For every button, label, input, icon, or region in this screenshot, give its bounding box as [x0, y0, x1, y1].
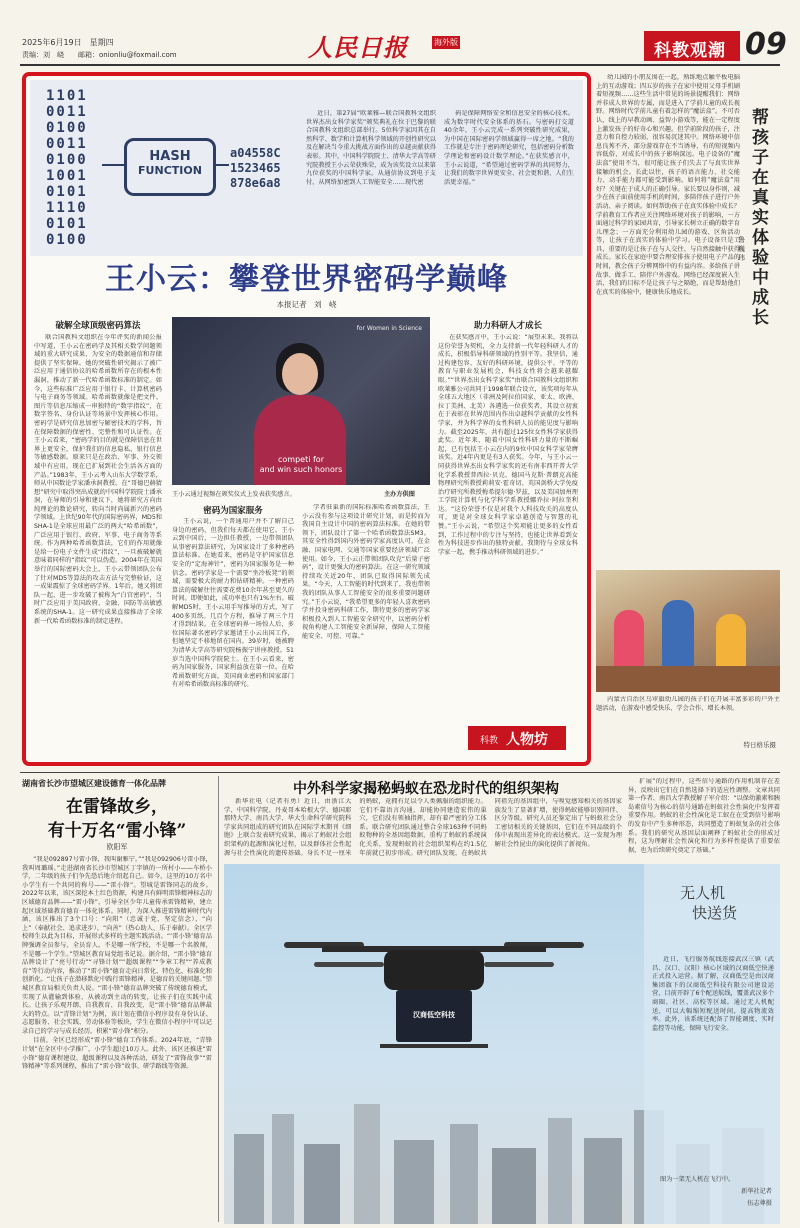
section3-heading: 密码为国家服务: [203, 506, 263, 516]
building: [584, 1138, 622, 1224]
building: [272, 1114, 294, 1224]
byline: 本报记者 刘 峣: [276, 300, 337, 309]
drone-caption: 图为一架无人机在飞行中。: [660, 1176, 735, 1183]
hash-function-box: [124, 138, 216, 196]
drone-credit-2: 伍志尊摄: [747, 1200, 772, 1207]
arrow-in-icon: [102, 164, 124, 166]
binary-line: 0100: [46, 232, 88, 248]
binary-line: 0100: [46, 120, 88, 136]
binary-line: 1101: [46, 88, 88, 104]
side-story: [596, 72, 780, 766]
photo-credit: 主办方供图: [384, 491, 415, 498]
binary-line: 0011: [46, 136, 88, 152]
leifeng-title-1: 在雷锋故乡，: [66, 797, 168, 817]
page-header: [0, 0, 800, 66]
drone-icon: [284, 934, 584, 1084]
issue-date: 2025年6月19日 星期四: [22, 38, 114, 47]
building: [304, 1144, 340, 1224]
header-rule: [20, 64, 780, 66]
drone-body: [384, 950, 484, 990]
side-photo-credit: 特日格乐摄: [743, 741, 776, 749]
side-story-author: 鲁巍玮: [738, 236, 745, 262]
binary-column: [46, 88, 88, 248]
leifeng-author: 欧阳军: [106, 843, 128, 851]
ant-body: 新华社电（记者有勇）近日，由浙江大学、中国科学院、丹麦哥本哈根大学、德国耶那特大学、南昌大学、华大生命科学研究院科学家共同组成的研究团队在国际学术期刊《细胞》上联合发表研究成果，揭示了蚂蚁社会组织架构的起源和演化过程，以及群体社会性起源与社会性演化的遗传基础。身长不足一厘米的蚂蚁，竟拥有足以令人类佩服的组织能力。它们不靠语言沟通，却能协同建造宏伟的巢穴，它们没有领袖指挥，却有着严密的分工体系。联合研究团队通过整合全球163种不同蚂蚁物种的全基因组数据，重构了蚂蚁的系统演化关系，发现蚂蚁的社会组织架构在约1.5亿年前就已初步形成。研究团队发现，在蚂蚁共同祖先的基因组中，与嗅觉感知相关的基因家族发生了显著扩增，使得蚂蚁能够识别同伴、区分等级。研究人员还鉴定出了与蚂蚁社会分工密切相关的关键基因，它们在不同品级的个体中表现出差异化的表达模式。这一发现为理解社会性昆虫的演化提供了新视角。: [224, 798, 622, 857]
divider-rule: [20, 772, 780, 773]
drone-brand: 汉商低空科技: [413, 1011, 455, 1019]
column-tag-prefix: 科教: [480, 736, 499, 746]
leifeng-kicker: 湖南省长沙市望城区建设德育一体化品牌: [22, 779, 166, 788]
section2-body: 在获奖感言中，王小云说：“展望未来，我将以这份荣誉为契机，全力支持新一代年轻科研人才的成长，积极倡导科研领域的性别平等。我坚信，通过构建包容、友好的科研环境，提供公平、平等的教育与职业发展机会，科技女性将会越来越耀眼。”“世界杰出女科学家奖”由联合国教科文组织和欧莱雅公司共同于1998年联合设立，该奖项每年从全球五大地区（非洲及阿拉伯国家、亚太、欧洲、拉丁美洲、北美）各遴选一位获奖者，其设立初衷在于表彰在世界范围内作出卓越科学贡献的女性科学家，并为科学界的女性科研人员的能见度与影响力。截至2025年，共有超过125位女性科学家获得此奖。近年来，随着中国女性科研力量的不断崛起，已有包括王小云在内的9位中国女科学家荣膺该奖。近4年内更是有3人获奖。今年，与王小云一同获得世界杰出女科学家奖的还有南非西开普大学化学系教授普西拉·贝克、德国马克斯·普朗克高能物理研究所教授莉莉安·霍奇切、英国剑桥大学免疫治疗研究所教授梅希提尔德·罗兹，以及美国加州理工学院计算机与化学科学系教授娜乔拉·阿拉奎利达。“这份荣誉不仅是对我个人科技攻关的高度认可，更是对全球女科学家卓越创造与智慧的礼赞。”王小云说，“希望这个奖项能让更多的女性看到，工作过程中的专注与坚持，也能让世界看到女性为科技进步作出的独特贡献。我期待与全球女科学家一起，携手推动科研领域的进步。”: [438, 334, 578, 556]
binary-line: 1001: [46, 168, 88, 184]
section-name: 科教观潮: [654, 41, 726, 61]
drone-label-2: 快送货: [692, 904, 738, 922]
section-banner: [644, 31, 740, 61]
hero-graphic: [30, 80, 583, 256]
drone-label-panel: [644, 864, 780, 1224]
ant-body-end: 扩展”的过程中，这些信号通路的作用机制存在差异，反映出它们在自然选择下的适应性调整。文章共同第一作者、南昌大学教授解子军介绍：“以保幼激素和胰岛素信号为核心的信号通路在蚂蚁社会性演化中发挥着重要作用。蚂蚁的社会性演化是工蚁在在受到信号影响的发育中产生多种形态，共同塑造了蚂蚁复杂的社会体系。我们的研究从基因层面阐释了蚂蚁社会的形成过程，这为理解社会性演化和行为多样性提供了重要依据，也为后续研究奠定了基础。”: [628, 778, 780, 854]
arrow-out-icon: [213, 164, 229, 166]
photo-subtitle-line: and win such honors: [259, 465, 343, 474]
kindergarten-photo: [596, 570, 780, 692]
photo-table: [596, 666, 780, 692]
side-story-title: 帮孩子在真实体验中成长: [752, 108, 769, 328]
rotor: [484, 962, 554, 967]
editor-line: 责编：刘 峣 邮箱：onionliu@foxmail.com: [22, 51, 177, 59]
column-tag-main: 人物坊: [506, 732, 548, 748]
ant-story: [224, 776, 780, 860]
drone-body-text: 近日，飞行服务航线连接武汉三镇（武昌、汉口、汉阳）核心区域的汉商低空快递正式投入运营。据了解，汉商低空是由汉商集团旗下的汉商低空科技有限公司建设运营，目前开辟了6个配送航线，覆盖武汉多个商圈、社区、高校等区域。通过无人机配送，可以大幅缩短配送时间，提高物流效率。此外，该系统还配备了智能调度、实时监控等功能，保障飞行安全。: [652, 956, 774, 1032]
photo-banner: for Women in Science: [356, 325, 422, 332]
hash-label: HASH: [149, 149, 191, 164]
drone-feature: [224, 864, 780, 1224]
side-photo-caption: 内蒙古自治区乌审旗幼儿园的孩子们在开展丰富多彩的户外主题活动，在游戏中感受快乐、学会合作、增长本领。: [596, 696, 780, 712]
photo-subtitle: [172, 455, 430, 475]
landing-gear: [380, 1044, 488, 1048]
intro-column-2: 码是保障网络安全和信息安全的核心技术。成为数字时代安全体系的基石。与密码打交道40余年，王小云完成一系列突破性研究成果，为中国在国际密码学领域赢得一席之地。“我的工作就是专注于密码理论研究，包括密码分析数学理论和密码设计数学理论。”在获奖感言中，王小云说道，“希望通过密码学界的共同努力，让我们的数字世界更安全、社会更和谐、人们生活更幸福。”: [444, 110, 574, 186]
hash-output-line: 878e6a8: [230, 176, 281, 190]
newspaper-logo: 人民日报: [308, 33, 408, 62]
page-number: 09: [745, 27, 787, 62]
ant-headline: 中外科学家揭秘蚂蚁在恐龙时代的组织架构: [293, 781, 559, 797]
main-headline: 王小云：攀登世界密码学巅峰: [105, 262, 508, 297]
hash-output: [230, 146, 281, 191]
main-story-frame: [22, 72, 591, 766]
drone-label-1: 无人机: [680, 884, 726, 902]
cargo-box: [396, 990, 472, 1042]
binary-line: 0100: [46, 152, 88, 168]
section1-heading: 破解全球顶级密码算法: [55, 321, 141, 331]
leifeng-story: [22, 776, 212, 1224]
column-tag: [468, 726, 566, 750]
rotor: [314, 962, 384, 967]
hash-output-line: a04558C: [230, 146, 281, 160]
binary-line: 0101: [46, 184, 88, 200]
edition-tag: 海外版: [434, 38, 458, 47]
building: [394, 1140, 434, 1224]
function-label: FUNCTION: [138, 164, 202, 177]
binary-line: 1110: [46, 200, 88, 216]
section3-body-a: 王小云说，一个普通用户并不了解自己身边的密码，但我们每天都在使用它。王小云到中国后，一边担任教授，一边带领团队从事密码算法研究，为国家设计了多种密码算法标准。在她看来，密码是守护国家信息安全的“定海神针”，密码为国家服务是一种信念。密码学家是一个需要“坐冷板凳”的领域，需要极大的耐力和钻研精神。一种密码算法的破解往往需要花费10余年甚至更久的时间。即便如此，成功率也只有1%左右。破解MD5时，王小云用手写推导的方式，写了400多页纸。几百个方程，推导了两三个月才得到结果。在全球密码界一场惊人后，多位国际著名密码学家邀请王小云出国工作，但她坚定不移地留在国内。39岁时，她被聘为清华大学高等研究院杨振宁讲座教授。51岁当选中国科学院院士。在王小云看来，密码为国家服务，国家利益放在第一位。在哈希函数研究方面，美国商业密码和国家部门有对哈希函数高标准的研究。: [172, 518, 294, 689]
building: [234, 1134, 264, 1224]
section3-body-b: 学者驻巢新的国际标准哈希函数算法，王小云没有参与这项设计研究计划，而是转而为我国自主设计中国的密码算法标准。在她的带领下，团队设计了第一个哈希函数算法SM3。其安全性得到国内外密码学家高度认可，在金融、国家电网、交通等国家重要经济领域广泛使用。如今，王小云正带领团队攻克“后量子密码”，设计更强大的密码算法。在这一研究领域持续攻关近20年，团队已取得国际领先成果。“今天，人工智能的时代到来了，我也带领我的团队从事人工智能安全的很多重要问题研究。”王小云说，“我希望更多的年轻人喜欢密码学并投身密码科研工作，期待更多的密码学家积极投入到人工智能安全研究中，以密码分析视角构建人工智能安全新屏障，保障人工智能能安全、可控、可靠。”: [302, 504, 430, 640]
portrait-photo: [172, 317, 430, 485]
building: [354, 1104, 380, 1224]
building: [450, 1124, 478, 1224]
intro-column-1: 近日，第27届“欧莱雅—联合国教科文组织世界杰出女科学家奖”颁奖典礼在位于巴黎的联合国教科文组织总部举行。5位科学家因其在自然科学、数学和计算机科学领域的开创性研究以及在解决当今重大挑战方面作出的卓越贡献获得表彰。其中，中国科学院院士、清华大学高等研究院教授王小云荣获殊荣，成为该奖设立以来第九位获奖的中国科学家。从通信协议到电子支付，从网络加密到人工智能安全……现代密: [306, 110, 436, 186]
hash-output-line: 1523465: [230, 161, 281, 175]
person-face: [282, 353, 318, 395]
column-divider: [218, 776, 219, 1222]
drone-credit-1: 新华社记者: [741, 1188, 772, 1195]
photo-subtitle-line: competi for: [278, 455, 324, 464]
photo-caption: 王小云通过视频在颁奖仪式上发表获奖感言。: [172, 491, 296, 498]
binary-line: 0011: [46, 104, 88, 120]
section1-body: 联合国教科文组织在今年评奖的新闻公报中写道，王小云在密码学及其相关数学问题领域的重大研究成果，为安全的数据通信和存储提供了坚实保障。她的突破性研究揭示了被广泛应用于通信协议的哈希函数所存在的根本性漏洞，推动了新一代哈希函数标准的制定。如今，这些标准广泛应用于银行卡、计算机密码与电子商务等领域。哈希函数就像是把文件、图片等信息压缩成一串独特的“数字指纹”，在数字签名、身份认证等场景中发挥核心作用。密码学是研究信息加密与解密技术的学科，旨在保障数据的保密性、完整性和可认证性。在王小云看来，“密码学的目的就是保障信息在世界上更安全，保护我们的信息隐私、银行信息等敏感数据。原来只是在政治、军事、外交领域中有应用，现在已扩展到社会生活各方面的产品。”1983年，王小云考入山东大学数学系，师从中国数论学家潘承洞教授。在“哥德巴赫猜想”研究中取得突出成就的中国科学院院士潘承洞，在导师的引导和建议下，她将研究方向由纯理论的数论研究，转向当时尚属新兴的密码学领域。上世纪90年代的国际密码界，MD5和SHA-1是全球应用最广泛的两大“哈希函数”，广泛应用于银行、政府、军事、电子商务等系统。作为两种哈希函数算法，它们的作用就像是给一份电子文件生成“指纹”，一旦被破解就意味着同样的“指纹”可以伪造。2004年在美国举行的国际密码大会上，王小云带领团队公布了针对MD5等算法的攻击方法与完整验证，这一成果震惊了全球密码学界。1年后，她又将团队一起，进一步攻破了被称为“白宫密码”，当时广泛应用于美国政府、金融、国防等高敏感系统的SHA-1。这一研究成果直接推动了全球新一代哈希函数标准的制定进程。: [34, 334, 162, 625]
section2-heading: 助力科研人才成长: [473, 321, 542, 331]
leifeng-body: “我是092897号雷小锋，我叫谢雅宁。”“我是092906号雷小锋，我叫周璐瑶。”走进湖南省长沙市望城区丁字镇的一所村小——车桥小学，二年级的孩子们争先恐后地介绍起自己。如今，这里的10万名中小学生有一个共同的称号——“雷小锋”。望城是雷锋同志的故乡。2022年以来，该区深挖本土红色资源，构建具有鲜明雷锋精神标志的区域德育品牌——“雷小锋”，引导全区少年儿童传承雷锋精神，建立起区域基础教育德育一体化体系。同时，为深入推进雷锋精神时代内涵，该区推出了3个口号：“向阳”（忠诚于党、坚定信念）、“向上”（奉献社会、追求进步）、“向善”（热心助人、乐于奉献）。全区学校师生以此为目标，开展形式多样的主题实践活动。“‘雷小锋’德育品牌强调全员参与、全员育人。不是哪一所学校，不是哪一个名教师，不是哪一个学生。”望城区教育局党组书记说。据介绍，“雷小锋”德育品牌设计了“亮号行动”“寻锋计划”“超级课程”“争章工程”“养成教育”等行动内容，推动了“雷小锋”德育走向日常化、特色化、标准化和创新化。“让孩子在潜移默化中践行雷锋精神，是德育的关键问题。”望城区教育局相关负责人说。“雷小锋”德育品牌突破了传统德育模式，实现了从灌输到体验、从被动到主动的转变，让孩子们在实践中成长。让孩子乐观开朗、自我教育、自我改变，是“雷小锋”德育品牌最大的特点。以“青锋计划”为例，该计划在微信小程序设有身份认证、志愿服务、社会实践、劳动体验等板块，学生在微信小程序中可以记录自己的学习与成长经历，积累“雷小锋”积分。 目前，全区已经形成“雷小锋”德育工作体系。2024年底，“青锋计划”在全区中小学推广，小学生超过10万人。此外，该区还推进“雷小锋”德育课程建设、超级课程以及各种活动，研发了“雷锋故事”“雷锋精神”等系列课程，推出了“雷小锋”故事、研学路线等资源。: [22, 856, 212, 1071]
leifeng-title-2: 有十万名“雷小锋”: [47, 821, 187, 841]
side-story-body: 幼儿园的小朋友围在一起，熟练地点触平板电脑上的互动游戏；四五岁的孩子在家中使用父母手机刷着短视频……这些生活中常见的场景提醒我们：网络并非成人世界的专属，而是进入了学前儿童的成长视野。网络时代学前儿童有着怎样的“魔法盒”。不可否认，线上的早教动画、益智小游戏等，能在一定程度上激发孩子的好奇心和兴趣。但学前阶段的孩子，注意力和自控力较弱，很容易沉迷其中。网络环境中信息良莠不齐，部分游戏存在不当诱导，有的短视频内容低俗，对成长中的孩子影响深远。电子设备的“魔法盒”使用不当，很可能让孩子们失去了与真实世界接触的机会。长此以往，孩子的语言能力、社交能力、动手能力都可能受到影响。如何将“魔法盒”用好？关键在于成人的正确引导。家长要以身作则，减少在孩子面前使用手机的时间，多陪伴孩子进行户外活动、亲子阅读。如何帮助孩子在真实体验中成长？学前教育工作者应关注网络环境对孩子的影响，一方面通过科学的家园共育，引导家长树立正确的数字育儿理念；一方面充分利用幼儿园的游戏、区角活动等，让孩子在真实的体验中学习。电子设备只是工具，重要的是让孩子在与人交往、与自然接触中获得成长。家长在家庭中要合理安排孩子使用电子产品的时间，教会孩子分辨网络中的有益内容。多给孩子讲故事、做手工、陪伴户外游戏。网络已经深度嵌入生活，我们的目标不是让孩子与之隔绝，而是帮助他们在真实的体验中，健康快乐地成长。: [596, 74, 740, 296]
building: [492, 1148, 536, 1224]
binary-line: 0101: [46, 216, 88, 232]
building: [548, 1118, 572, 1224]
